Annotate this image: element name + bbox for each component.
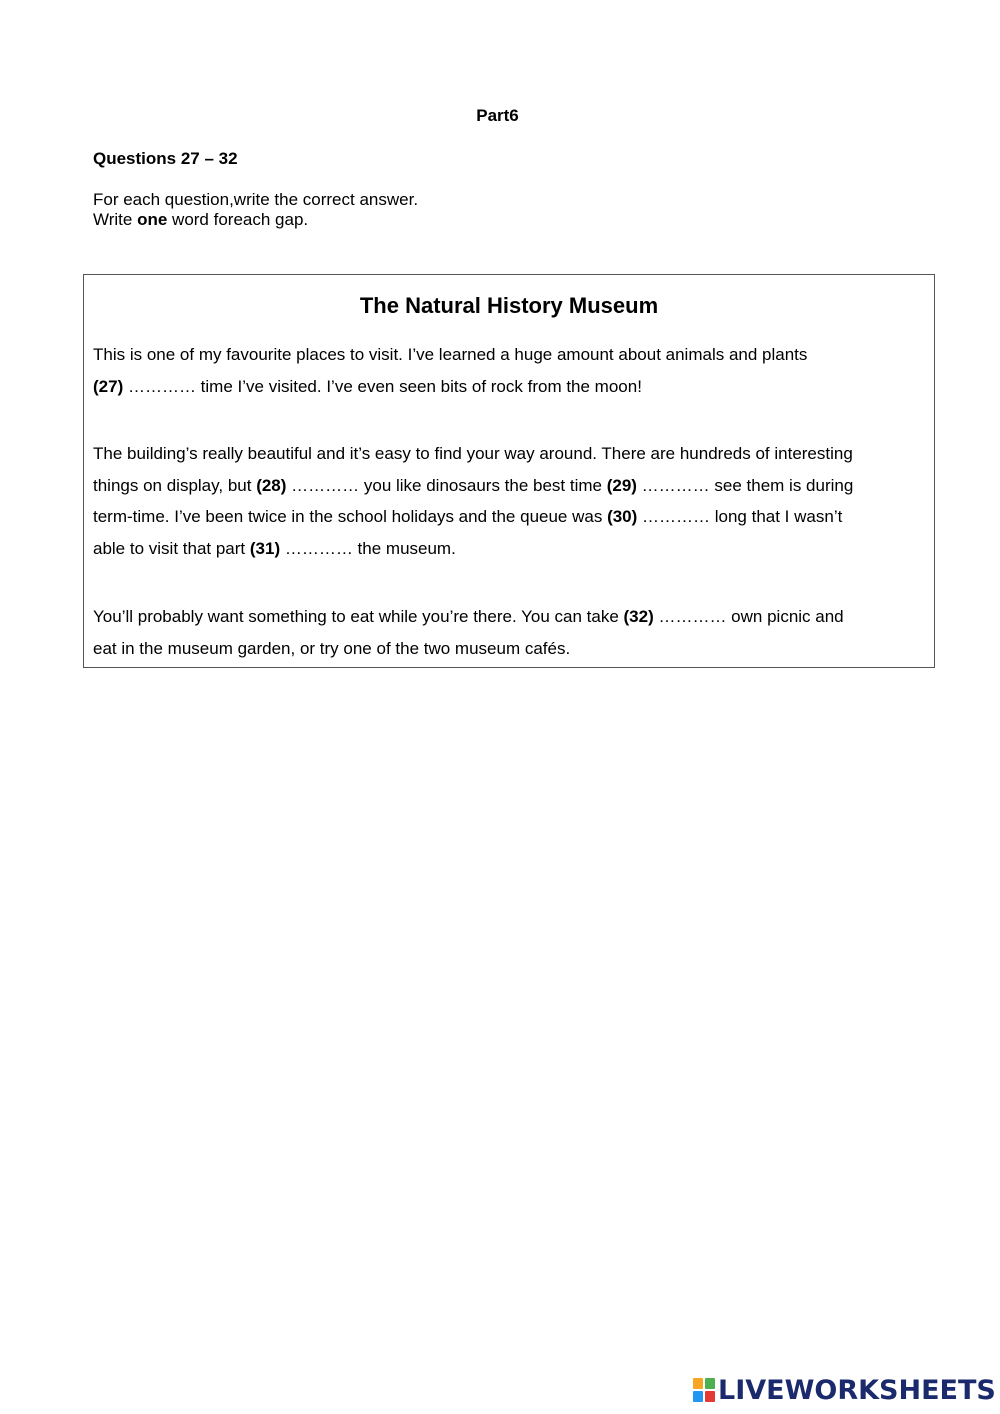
gap-number-27: (27)	[93, 376, 124, 396]
gap-number-30: (30)	[607, 507, 638, 526]
instruction-emphasis: one	[137, 210, 168, 229]
logo-square	[705, 1378, 715, 1389]
text-fragment: ………… you like dinosaurs the best time	[286, 475, 607, 495]
instruction-text: Write	[93, 210, 138, 229]
text-title: The Natural History Museum	[359, 293, 659, 318]
paragraph-1	[93, 339, 933, 402]
text-fragment: ………… time I’ve visited. I’ve even seen bits of rock from the moon!	[123, 376, 642, 396]
text-fragment: ………… long that I wasn’t	[637, 507, 843, 526]
text-fragment: ………… own picnic and	[653, 607, 844, 626]
logo-square	[705, 1391, 715, 1402]
text-line: The building’s really beautiful and it’s easy to find your way around. There are hundreds of interesting	[93, 444, 853, 463]
text-line	[93, 533, 933, 565]
instruction-text: word foreach gap.	[167, 210, 309, 229]
text-fragment: able to visit that part	[93, 538, 250, 558]
logo-square	[693, 1391, 703, 1402]
gap-number-29: (29)	[606, 475, 637, 495]
text-line	[93, 501, 933, 533]
liveworksheets-logo	[693, 1374, 996, 1406]
text-line: This is one of my favourite places to visit. I’ve learned a huge amount about animals and plants	[93, 345, 808, 364]
paragraph-3	[93, 601, 933, 664]
logo-icon	[693, 1378, 715, 1402]
text-fragment: ………… see them is during	[636, 475, 854, 495]
gap-number-32: (32)	[623, 607, 654, 626]
instruction-line-2	[93, 210, 418, 230]
gap-number-31: (31)	[249, 538, 281, 558]
questions-heading: Questions 27 – 32	[93, 149, 238, 168]
text-line	[93, 470, 933, 502]
instruction-line-1: For each question,write the correct answer.	[93, 190, 419, 209]
instructions	[93, 190, 418, 230]
logo-square	[693, 1378, 703, 1389]
logo-text: LIVEWORKSHEETS	[718, 1374, 996, 1406]
part-title: Part6	[476, 106, 519, 125]
text-fragment: ………… the museum.	[280, 538, 456, 558]
text-line: eat in the museum garden, or try one of the two museum cafés.	[93, 638, 571, 658]
gap-number-28: (28)	[256, 475, 287, 495]
text-fragment: term-time. I’ve been twice in the school holidays and the queue was	[93, 507, 608, 526]
paragraph-2	[93, 438, 933, 564]
text-fragment: things on display, but	[93, 475, 257, 495]
text-line	[93, 601, 933, 633]
text-line	[93, 371, 933, 403]
reading-text-box	[83, 274, 935, 668]
text-fragment: You’ll probably want something to eat while you’re there. You can take	[93, 607, 624, 626]
